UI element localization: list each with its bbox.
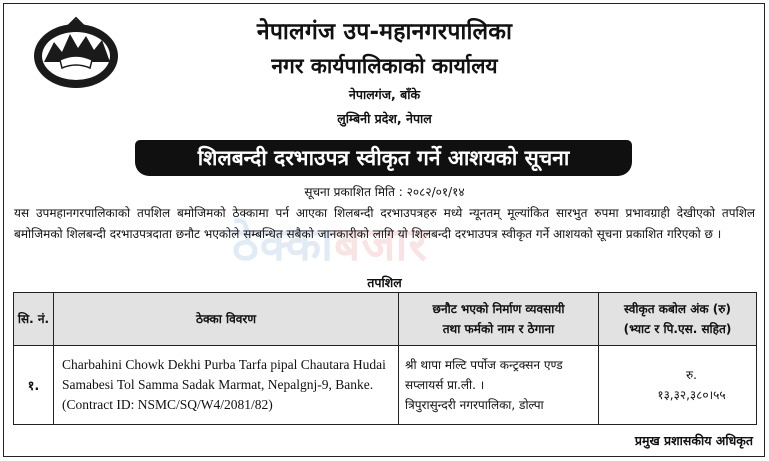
row-contractor — [399, 346, 599, 425]
header-contract-description: ठेक्का विवरण — [54, 293, 399, 346]
watermark-part-1: ठेक्का — [232, 217, 335, 271]
row-serial-number: १. — [14, 346, 54, 425]
publication-date-value: २०८२/०१/१४ — [406, 185, 465, 199]
header-amount-line-2: (भ्याट र पि.एस. सहित) — [623, 322, 732, 336]
row-contractor-line-2: सप्लायर्स प्रा.ली. । — [405, 378, 485, 392]
notice-title-banner — [135, 140, 632, 176]
signatory-title: प्रमुख प्रशासकीय अधिकृत — [634, 433, 753, 448]
header-selected-contractor — [399, 293, 599, 346]
header-amount-line-1: स्वीकृत कबोल अंक (रु) — [624, 302, 731, 316]
row-amount-currency: रु. — [686, 368, 697, 382]
office-location: नेपालगंज, बाँके — [348, 87, 421, 102]
office-name: नगर कार्यपालिकाको कार्यालय — [271, 54, 498, 78]
watermark-part-2: बजार — [334, 217, 429, 271]
header-contractor-line-1: छनौट भएको निर्माण व्यवसायी — [432, 302, 565, 316]
header-contractor-line-2: तथा फर्मको नाम र ठेगाना — [442, 322, 555, 336]
publication-date-line — [0, 183, 769, 200]
notice-title: शिलबन्दी दरभाउपत्र स्वीकृत गर्ने आशयको सूचना — [197, 146, 570, 170]
municipality-name: नेपालगंज उप-महानगरपालिका — [256, 19, 513, 45]
row-approved-amount — [599, 346, 757, 425]
row-amount-value: १३,३२,३८०।५५ — [657, 388, 726, 402]
publication-date-label: सूचना प्रकाशित मिति : — [304, 185, 403, 199]
header-serial-number: सि. नं. — [14, 293, 54, 346]
contract-details-table — [13, 292, 757, 425]
table-header-row — [14, 293, 757, 346]
table-row — [14, 346, 757, 425]
row-contractor-line-1: श्री थापा मल्टि पर्पोज कन्ट्रक्सन एण्ड — [405, 358, 563, 372]
row-contractor-line-3: त्रिपुरासुन्दरी नगरपालिका, डोल्पा — [405, 398, 544, 412]
row-contract-description: Charbahini Chowk Dekhi Purba Tarfa pipal Chautara Hudai Samabesi Tol Samma Sadak Marmat, Nepalgnj-9, Banke. (Contract ID: NSMC/SQ/W4/2081/82) — [54, 346, 399, 425]
header-approved-amount — [599, 293, 757, 346]
details-section-label: तपशिल — [367, 275, 402, 290]
notice-body: यस उपमहानगरपालिकाको तपशिल बमोजिमको ठेक्कामा पर्न आएका शिलबन्दी दरभाउपत्रहरु मध्ये न्यूनतम् मूल्यांकित सारभुत रुपमा प्रभावग्राही देखीएको तपशिल बमोजिमको शिलबन्दी दरभाउपत्रदाता छनौट भएकोले सम्बन्धित सबैको जानकारीको लागि यो शिलबन्दी दरभाउपत्र स्वीकृत गर्ने आशयको सूचना प्रकाशित गरिएको छ । — [14, 206, 755, 241]
office-province: लुम्बिनी प्रदेश, नेपाल — [337, 111, 432, 126]
